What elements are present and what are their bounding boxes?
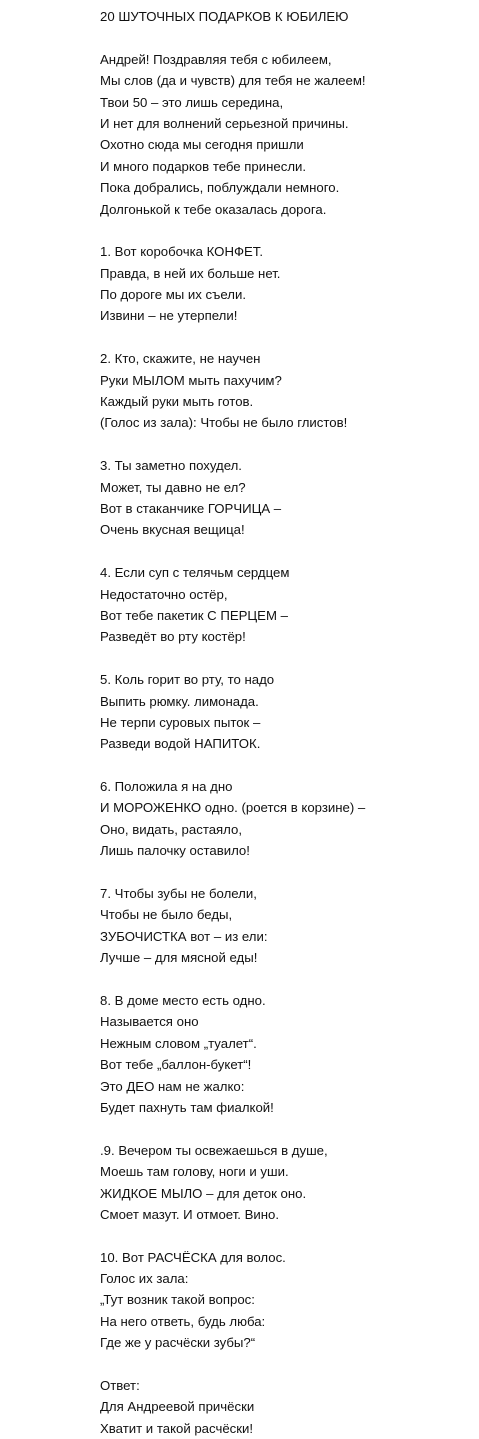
poem-line: Может, ты давно не ел? <box>100 479 246 495</box>
poem-line: По дороге мы их съели. <box>100 287 246 303</box>
stanza <box>100 455 472 541</box>
stanza <box>100 348 472 434</box>
poem-line: Охотно сюда мы сегодня пришли <box>100 137 304 153</box>
poem-line: Это ДЕО нам не жалко: <box>100 1078 245 1094</box>
poem-line: 5. Коль горит во рту, то надо <box>100 672 275 688</box>
poem-line: 10. Вот РАСЧЁСКА для волос. <box>100 1249 286 1265</box>
poem-line: Пока добрались, поблуждали немного. <box>100 180 340 196</box>
poem-line: Оно, видать, растаяло, <box>100 821 243 837</box>
poem-line: Мы слов (да и чувств) для тебя не жалеем! <box>100 73 366 89</box>
stanza <box>100 1247 472 1354</box>
poem-line: Моешь там голову, ноги и уши. <box>100 1164 289 1180</box>
poem-line: 2. Кто, скажите, не научен <box>100 351 261 367</box>
poem-line: Лучше – для мясной еды! <box>100 950 258 966</box>
poem-line: Будет пахнуть там фиалкой! <box>100 1099 274 1115</box>
poem-line: Долгонькой к тебе оказалась дорога. <box>100 201 327 217</box>
poem-line: И много подарков тебе принесли. <box>100 158 307 174</box>
stanza <box>100 1140 472 1226</box>
poem-line: Каждый руки мыть готов. <box>100 394 254 410</box>
poem-line: (Голос из зала): Чтобы не было глистов! <box>100 415 348 431</box>
poem-line: Смоет мазут. И отмоет. Вино. <box>100 1206 280 1222</box>
stanza <box>100 562 472 648</box>
poem-line: Очень вкусная вещица! <box>100 522 245 538</box>
poem-line: Выпить рюмку. лимонада. <box>100 693 259 709</box>
stanza <box>100 49 472 220</box>
poem-line: Правда, в ней их больше нет. <box>100 265 281 281</box>
poem-line: „Тут возник такой вопрос: <box>100 1292 255 1308</box>
stanza <box>100 776 472 862</box>
poem-line: Недостаточно остёр, <box>100 586 228 602</box>
poem-line: Лишь палочку оставило! <box>100 843 250 859</box>
document-title: 20 ШУТОЧНЫХ ПОДАРКОВ К ЮБИЛЕЮ <box>100 9 349 24</box>
poem-line: Где же у расчёски зубы?“ <box>100 1335 256 1351</box>
poem-line: Ответ: <box>100 1378 140 1394</box>
poem-line: Вот в стаканчике ГОРЧИЦА – <box>100 501 282 516</box>
poem-line: ЗУБОЧИСТКА вот – из ели: <box>100 928 268 944</box>
poem-line: Для Андреевой причёски <box>100 1399 255 1415</box>
poem-line: Называется оно <box>100 1014 199 1030</box>
stanza <box>100 1375 472 1439</box>
poem-line: 7. Чтобы зубы не болели, <box>100 886 257 902</box>
poem-line: .9. Вечером ты освежаешься в душе, <box>100 1142 328 1158</box>
poem-line: ЖИДКОЕ МЫЛО – для деток оно. <box>100 1185 307 1201</box>
poem-line: Голос их зала: <box>100 1271 189 1287</box>
poem-line: И нет для волнений серьезной причины. <box>100 115 349 131</box>
document-body <box>100 6 472 1439</box>
poem-line: И МОРОЖЕНКО одно. (роется в корзине) – <box>100 800 366 816</box>
stanza <box>100 883 472 969</box>
poem-line: 6. Положила я на дно <box>100 779 233 795</box>
poem-line: 1. Вот коробочка КОНФЕТ. <box>100 244 264 260</box>
poem-line: Разведёт во рту костёр! <box>100 629 246 645</box>
poem-line: Хватит и такой расчёски! <box>100 1420 254 1436</box>
poem-line: Твои 50 – это лишь середина, <box>100 94 284 110</box>
poem-stanzas <box>100 49 472 1439</box>
poem-line: Извини – не утерпели! <box>100 308 238 324</box>
poem-line: Андрей! Поздравляя тебя с юбилеем, <box>100 51 332 67</box>
poem-line: 8. В доме место есть одно. <box>100 992 266 1008</box>
poem-line: Вот тебе пакетик С ПЕРЦЕМ – <box>100 607 288 623</box>
poem-line: Разведи водой НАПИТОК. <box>100 736 261 752</box>
poem-line: Вот тебе „баллон-букет“! <box>100 1057 252 1073</box>
stanza <box>100 241 472 327</box>
poem-line: Не терпи суровых пыток – <box>100 714 261 730</box>
poem-line: 4. Если суп с телячьм сердцем <box>100 565 290 581</box>
poem-line: На него ответь, будь люба: <box>100 1313 266 1329</box>
stanza <box>100 990 472 1118</box>
poem-line: Нежным словом „туалет“. <box>100 1035 257 1051</box>
poem-line: Чтобы не было беды, <box>100 907 233 923</box>
poem-line: Руки МЫЛОМ мыть пахучим? <box>100 372 282 388</box>
poem-line: 3. Ты заметно похудел. <box>100 458 242 474</box>
stanza <box>100 669 472 755</box>
